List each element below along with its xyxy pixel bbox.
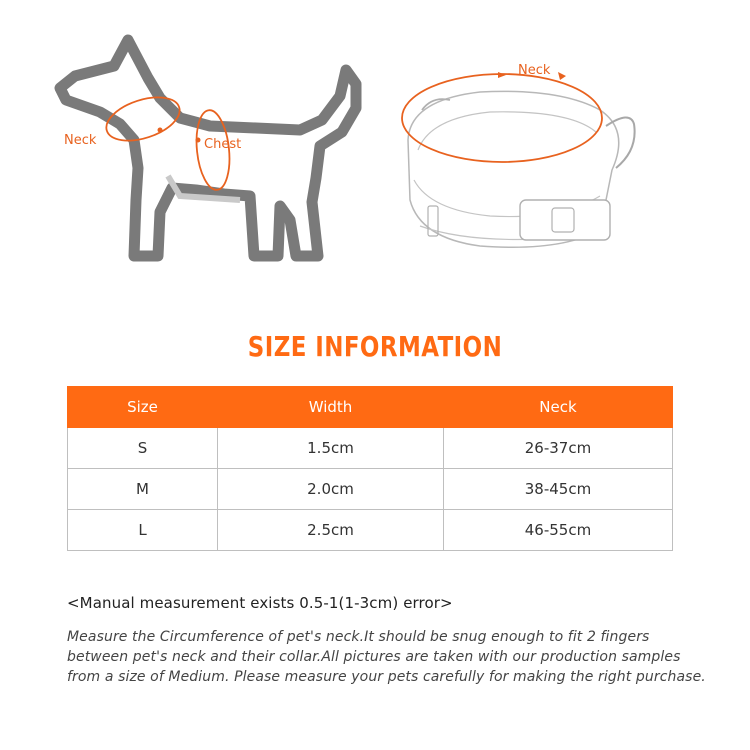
header-width: Width xyxy=(218,387,444,428)
collar-neck-label: Neck xyxy=(518,63,551,78)
table-header-row xyxy=(68,387,673,428)
size-information-title: SIZE INFORMATION xyxy=(247,330,503,363)
table-row xyxy=(68,428,673,469)
header-neck: Neck xyxy=(444,387,673,428)
header-size: Size xyxy=(68,387,218,428)
cell-neck: 38-45cm xyxy=(444,469,673,510)
cell-width: 2.0cm xyxy=(218,469,444,510)
cell-width: 1.5cm xyxy=(218,428,444,469)
dog-neck-label: Neck xyxy=(64,133,97,148)
measurement-error-note: <Manual measurement exists 0.5-1(1-3cm) error> xyxy=(67,594,453,612)
cell-neck: 46-55cm xyxy=(444,510,673,551)
measurement-instructions: Measure the Circumference of pet's neck.It should be snug enough to fit 2 fingers between pet's neck and their collar.All pictures are taken with our production samples from a size of Medium. Please measure your pets carefully for making the right purchase. xyxy=(67,629,706,685)
cell-size: L xyxy=(68,510,218,551)
measurement-illustration xyxy=(0,0,750,290)
size-table xyxy=(67,386,673,551)
table-row xyxy=(68,510,673,551)
cell-size: S xyxy=(68,428,218,469)
collar-outline-icon xyxy=(408,91,635,247)
dog-chest-label: Chest xyxy=(204,137,242,152)
cell-size: M xyxy=(68,469,218,510)
cell-width: 2.5cm xyxy=(218,510,444,551)
table-row xyxy=(68,469,673,510)
cell-neck: 26-37cm xyxy=(444,428,673,469)
